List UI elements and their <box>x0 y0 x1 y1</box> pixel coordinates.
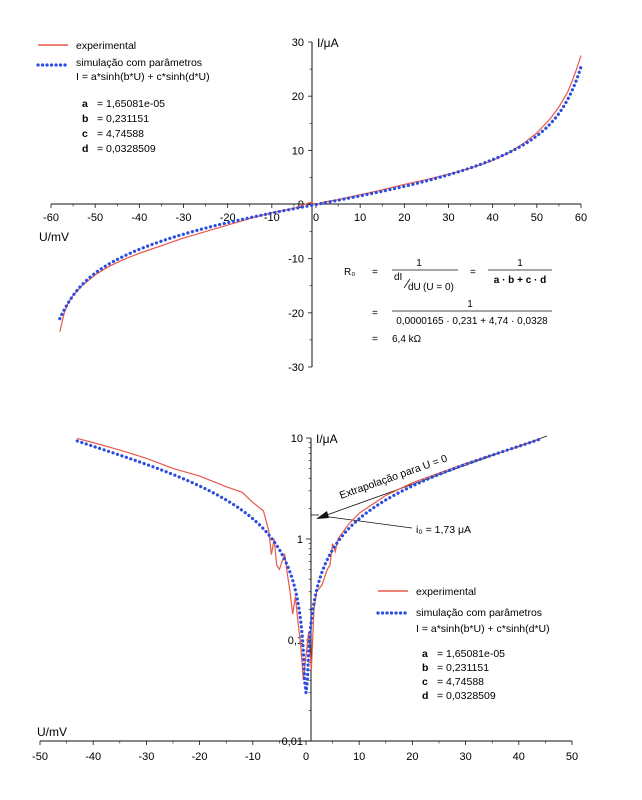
r0-frac1-arg: (U = 0) <box>423 282 454 293</box>
legend-experimental-label: experimental <box>76 40 137 52</box>
top-x-tick-label: 50 <box>530 212 543 224</box>
i0-leader-line <box>322 516 412 528</box>
bottom-x-tick-label: 20 <box>406 751 419 763</box>
param2-a-value: = 1,65081e-05 <box>437 648 506 660</box>
r0-frac2-numerator: 1 <box>517 258 523 269</box>
top-x-axis-label: U/mV <box>39 230 69 244</box>
top-x-tick-label: 30 <box>442 212 455 224</box>
param-c-name: c <box>82 128 88 140</box>
param2-b-name: b <box>422 662 429 674</box>
param2-d-value: = 0,0328509 <box>437 690 496 702</box>
bottom-x-tick-label: 0 <box>302 751 310 763</box>
top-y-axis-label: I/μA <box>317 36 339 50</box>
param2-c-value: = 4,74588 <box>437 676 485 688</box>
r0-frac1-du: dU <box>408 282 421 293</box>
bottom-y-tick-label: 0,01 <box>281 736 303 748</box>
r0-equals-2: = <box>470 267 476 278</box>
bottom-y-tick-label: 0,1 <box>287 635 303 647</box>
top-x-tick-label: -30 <box>175 212 192 224</box>
top-x-tick-label: 0 <box>312 212 320 224</box>
param2-b-value: = 0,231151 <box>437 662 490 674</box>
bottom-chart <box>32 432 578 763</box>
r0-frac1-di: dI <box>394 272 403 283</box>
bottom-x-tick-label: -40 <box>85 751 102 763</box>
bottom-y-axis-label: I/μA <box>316 432 338 446</box>
top-x-tick-label: 10 <box>354 212 367 224</box>
legend2-experimental-label: experimental <box>416 586 477 598</box>
top-series-experimental <box>60 56 581 332</box>
bottom-x-tick-label: 50 <box>565 751 579 763</box>
top-y-tick-label: 0 <box>297 199 304 211</box>
i0-label: i₀ = 1,73 μA <box>416 524 472 536</box>
top-y-tick-label: 10 <box>291 145 304 158</box>
extrapolation-label: Extrapolação para U = 0 <box>337 452 450 502</box>
bottom-legend <box>378 586 550 702</box>
bottom-series-experimental <box>77 438 543 680</box>
top-x-tick-label: 20 <box>398 212 411 224</box>
top-x-tick-label: -50 <box>87 212 104 224</box>
r0-equals-4: = <box>372 334 378 345</box>
top-x-tick-label: -60 <box>43 212 59 224</box>
top-x-tick-label: 40 <box>486 212 499 224</box>
r0-symbol: R₀ <box>344 267 356 278</box>
param-d-name: d <box>82 143 89 155</box>
bottom-x-tick-label: -50 <box>32 751 48 763</box>
top-y-tick-label: -20 <box>288 307 304 320</box>
top-y-tick-label: 20 <box>291 91 304 104</box>
r0-equals-1: = <box>372 267 378 278</box>
top-x-tick-label: 60 <box>574 212 588 224</box>
top-y-tick-label: -10 <box>288 253 304 266</box>
bottom-x-tick-label: 10 <box>353 751 366 763</box>
param-a-value: = 1,65081e-05 <box>97 98 166 110</box>
top-y-tick-label: -30 <box>288 362 304 374</box>
legend-params <box>82 98 165 155</box>
param-c-value: = 4,74588 <box>97 128 145 140</box>
legend2-formula: I = a*sinh(b*U) + c*sinh(d*U) <box>416 623 550 635</box>
top-y-tick-label: 30 <box>291 37 304 49</box>
bottom-x-tick-label: 40 <box>512 751 525 763</box>
r0-frac3-denominator: 0,0000165 · 0,231 + 4,74 · 0,0328 <box>396 316 548 327</box>
r0-result: 6,4 kΩ <box>392 334 422 345</box>
param-a-name: a <box>82 98 88 110</box>
top-x-tick-label: -40 <box>131 212 148 224</box>
top-legend <box>38 40 210 155</box>
r0-equals-3: = <box>372 308 378 319</box>
bottom-x-tick-label: -20 <box>191 751 208 763</box>
bottom-x-axis-label: U/mV <box>37 725 67 739</box>
bottom-x-tick-label: -30 <box>138 751 155 763</box>
bottom-annotations <box>316 436 547 536</box>
param2-a-name: a <box>422 648 428 660</box>
legend2-simulation-label: simulação com parâmetros <box>416 607 543 619</box>
param2-d-name: d <box>422 690 429 702</box>
resistance-annotation <box>344 258 552 345</box>
bottom-x-tick-label: 30 <box>459 751 472 763</box>
bottom-y-tick-label: 1 <box>296 534 303 546</box>
param2-c-name: c <box>422 676 428 688</box>
param-b-name: b <box>82 113 89 125</box>
legend-formula: I = a*sinh(b*U) + c*sinh(d*U) <box>76 71 210 83</box>
param-b-value: = 0,231151 <box>97 113 150 125</box>
top-x-tick-label: -20 <box>219 212 236 224</box>
r0-frac1-numerator: 1 <box>416 258 422 269</box>
top-x-tick-label: -10 <box>263 212 280 224</box>
bottom-x-tick-label: -10 <box>244 751 261 763</box>
param-d-value: = 0,0328509 <box>97 143 156 155</box>
r0-frac3-numerator: 1 <box>467 299 473 310</box>
legend-simulation-label: simulação com parâmetros <box>76 57 203 69</box>
legend2-params <box>422 648 505 702</box>
bottom-y-tick-label: 10 <box>290 433 303 445</box>
r0-frac2-denominator: a · b + c · d <box>493 275 547 286</box>
